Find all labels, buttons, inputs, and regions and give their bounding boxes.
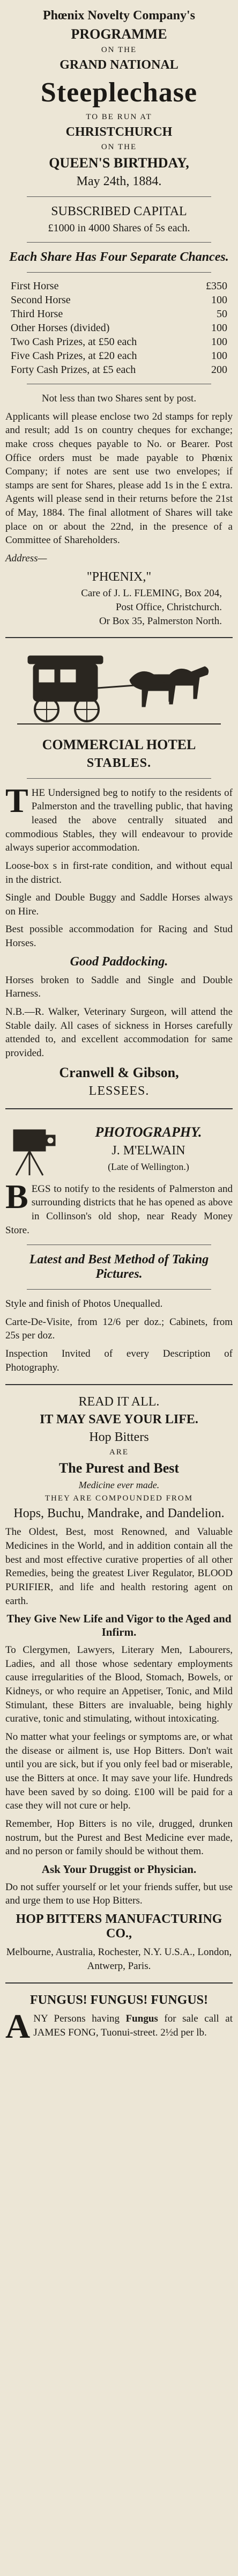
- prize-amount: 50: [217, 308, 227, 320]
- grand-national-heading: GRAND NATIONAL: [59, 58, 178, 72]
- hotel-stables-advertisement: [5, 648, 233, 1099]
- ask-heading: Ask Your Druggist or Physician.: [41, 1862, 197, 1876]
- section-rule: [5, 1384, 233, 1385]
- prize-list: [5, 280, 233, 376]
- camera-icon: [5, 1119, 59, 1178]
- on-the-text: ON THE: [101, 46, 137, 54]
- photography-advertisement: [5, 1119, 233, 1375]
- prize-row: [11, 294, 227, 306]
- photo-header: [5, 1119, 233, 1178]
- or-box-line: Or Box 35, Palmerston North.: [99, 615, 222, 627]
- stagecoach-engraving: [17, 648, 221, 728]
- manufacturer-name: HOP BITTERS MANUFACTURING CO.,: [16, 1912, 222, 1941]
- capital-text: £1000 in 4000 Shares of 5s each.: [48, 222, 190, 234]
- lessees-names: Cranwell & Gibson,: [59, 1064, 179, 1080]
- latest-method-heading: Latest and Best Method of Taking Pictures.: [29, 1253, 209, 1282]
- birthday-heading: QUEEN'S BIRTHDAY,: [49, 155, 189, 171]
- photo-intro: [5, 1177, 233, 1238]
- inspection-text: Inspection Invited of every Description of Photography.: [5, 1348, 233, 1373]
- fungus-keyword: Fungus: [125, 2013, 158, 2025]
- prize-label: Forty Cash Prizes, at £5 each: [11, 364, 136, 376]
- prize-label: Five Cash Prizes, at £20 each: [11, 350, 137, 362]
- to-be-run-at-text: TO BE RUN AT: [86, 113, 152, 121]
- photo-intro-text: EGS to notify to the residents of Palmerston and surrounding districts that he has opened as above in Collinson's old shop, near Ready Money Store.: [5, 1183, 233, 1236]
- prize-row: [11, 322, 227, 334]
- hop-bitters-advertisement: [5, 1395, 233, 1973]
- prize-amount: 100: [211, 336, 227, 348]
- section-rule: [5, 1108, 233, 1109]
- prize-label: Second Horse: [11, 294, 71, 306]
- prize-amount: £350: [206, 280, 227, 292]
- hotel-title: COMMERCIAL HOTEL: [42, 736, 196, 752]
- post-office-line: Post Office, Christchurch.: [115, 601, 222, 613]
- style-text: Style and finish of Photos Unequalled.: [5, 1298, 163, 1310]
- fungus-text-after: for sale call at JAMES FONG, Tuonui-street. 2½d per lb.: [33, 2013, 233, 2038]
- stables-heading: STABLES.: [86, 756, 152, 770]
- sweep-advertisement: [5, 9, 233, 627]
- drop-cap: T: [5, 781, 28, 819]
- divider: [27, 778, 211, 779]
- loose-box-text: Loose-box s in first-rate condition, and without equal in the district.: [5, 860, 233, 885]
- prize-amount: 100: [211, 350, 227, 362]
- prize-row: [11, 364, 227, 376]
- hotel-intro-text: HE Undersigned beg to notify to the residents of Palmerston and the travelling public, that having leased the above centrally situated and commodious Stables, they will endeavour to provide always superior accommodation.: [5, 787, 233, 854]
- address-label: Address—: [5, 553, 47, 565]
- company-name: Phœnix Novelty Company's: [42, 9, 196, 23]
- locations-text: Melbourne, Australia, Rochester, N.Y. U.S.A., London, Antwerp, Paris.: [6, 1946, 232, 1972]
- prize-amount: 200: [211, 364, 227, 376]
- drop-cap: A: [5, 2007, 31, 2046]
- prize-label: Other Horses (divided): [11, 322, 110, 334]
- chances-heading: Each Share Has Four Separate Chances.: [9, 250, 229, 264]
- drop-cap: B: [5, 1177, 28, 1216]
- no-matter-text: No matter what your feelings or symptoms are, or what the disease or ailment is, use Hop Bitters. Don't wait until you are sick, but if you only feel bad or miserable, use the Bitters at once. It may save your life. Hundreds have been saved by so doing. £100 will be paid for a case they will not cure or help.: [5, 1731, 233, 1812]
- lessees-role: LESSEES.: [88, 1084, 150, 1098]
- race-date: May 24th, 1884.: [76, 174, 162, 188]
- steeplechase-heading: Steeplechase: [40, 77, 198, 108]
- photography-title: PHOTOGRAPHY.: [95, 1124, 202, 1140]
- shares-note: Not less than two Shares sent by post.: [41, 393, 197, 404]
- racing-text: Best possible accommodation for Racing and Stud Horses.: [5, 924, 233, 949]
- hotel-intro: [5, 781, 233, 855]
- remember-text: Remember, Hop Bitters is no vile, drugged, drunken nostrum, but the Purest and Best Medicine ever made, and no person or family should be without them.: [5, 1818, 233, 1857]
- save-life-heading: IT MAY SAVE YOUR LIFE.: [40, 1413, 198, 1427]
- buggy-text: Single and Double Buggy and Saddle Horses always on Hire.: [5, 892, 233, 917]
- prize-amount: 100: [211, 322, 227, 334]
- divider: [27, 196, 211, 197]
- photographer-name: J. M'ELWAIN: [111, 1143, 185, 1158]
- fungus-text-before: NY Persons having: [33, 2013, 126, 2025]
- compounded-text: THEY ARE COMPOUNDED FROM: [44, 1494, 194, 1503]
- hop-bitters-name: Hop Bitters: [89, 1430, 149, 1445]
- prize-row: [11, 308, 227, 320]
- read-it-all-heading: READ IT ALL.: [78, 1395, 160, 1409]
- section-rule: [5, 637, 233, 638]
- prize-row: [11, 280, 227, 292]
- fungus-headline: FUNGUS! FUNGUS! FUNGUS!: [30, 1993, 208, 2008]
- fungus-text: [5, 2007, 233, 2046]
- do-not-text: Do not suffer yourself or let your friends suffer, but use and urge them to use Hop Bitters.: [5, 1881, 233, 1907]
- carte-text: Carte-De-Visite, from 12/6 per doz.; Cabinets, from 25s per doz.: [5, 1316, 233, 1342]
- new-life-heading: They Give New Life and Vigor to the Aged and Infirm.: [6, 1612, 232, 1639]
- programme-heading: PROGRAMME: [71, 26, 167, 42]
- sweep-body: Applicants will please enclose two 2d stamps for reply and result; add 1s on country cheques for exchange; make cross cheques payable to No. or Bearer. Post Office orders must be made payable to Phœnix Company; if notes are sent use two envelopes; if stamps are sent for Shares, please add 1s in the £ extra. Agents will please send in their returns before the 21st of May, 1884. The final allotment of Shares will take place on or about the 22nd, in the presence of a Committee of Shareholders.: [5, 411, 233, 546]
- clergymen-text: To Clergymen, Lawyers, Literary Men, Labourers, Ladies, and all those whose sedentary employments cause irregularities of the Blood, Stomach, Bowels, or Kidneys, or who require an Appetiser, Tonic, and Mild Stimulant, these Bitters are invaluable, being highly curative, tonic and stimulating, without intoxicating.: [5, 1644, 233, 1725]
- paddocking-heading: Good Paddocking.: [70, 954, 168, 969]
- on-the-text-2: ON THE: [101, 143, 137, 151]
- vet-text: N.B.—R. Walker, Veterinary Surgeon, will attend the Stable daily. All cases of sickness in Horses carefully attended to, and excellent accommodation for same provided.: [5, 1006, 233, 1059]
- oldest-text: The Oldest, Best, most Renowned, and Valuable Medicines in the World, and in addition contain all the best and most effective curative properties of all other Remedies, being the greatest Liver Regulator, BLOOD PURIFIER, and life and health restoring agent on earth.: [5, 1526, 233, 1607]
- newspaper-page: [5, 0, 233, 2050]
- prize-label: Two Cash Prizes, at £50 each: [11, 336, 137, 348]
- are-text: ARE: [109, 1448, 129, 1457]
- phoenix-address: "PHŒNIX,": [86, 569, 152, 584]
- prize-label: Third Horse: [11, 308, 63, 320]
- divider: [27, 1289, 211, 1290]
- section-rule: [5, 1982, 233, 1984]
- prize-row: [11, 336, 227, 348]
- subscribed-capital-heading: SUBSCRIBED CAPITAL: [51, 204, 187, 218]
- ingredients-text: Hops, Buchu, Mandrake, and Dandelion.: [13, 1506, 225, 1521]
- fungus-advertisement: [5, 1993, 233, 2046]
- prize-label: First Horse: [11, 280, 59, 292]
- prize-row: [11, 350, 227, 362]
- prize-amount: 100: [211, 294, 227, 306]
- divider: [27, 242, 211, 243]
- christchurch-heading: CHRISTCHURCH: [65, 125, 173, 139]
- divider: [27, 272, 211, 273]
- purest-heading: The Purest and Best: [58, 1460, 180, 1476]
- medicine-text: Medicine ever made.: [78, 1480, 160, 1491]
- photographer-late: (Late of Wellington.): [108, 1161, 189, 1172]
- care-of-line: Care of J. L. FLEMING, Box 204,: [81, 587, 222, 599]
- broken-text: Horses broken to Saddle and Single and Double Harness.: [5, 974, 233, 1000]
